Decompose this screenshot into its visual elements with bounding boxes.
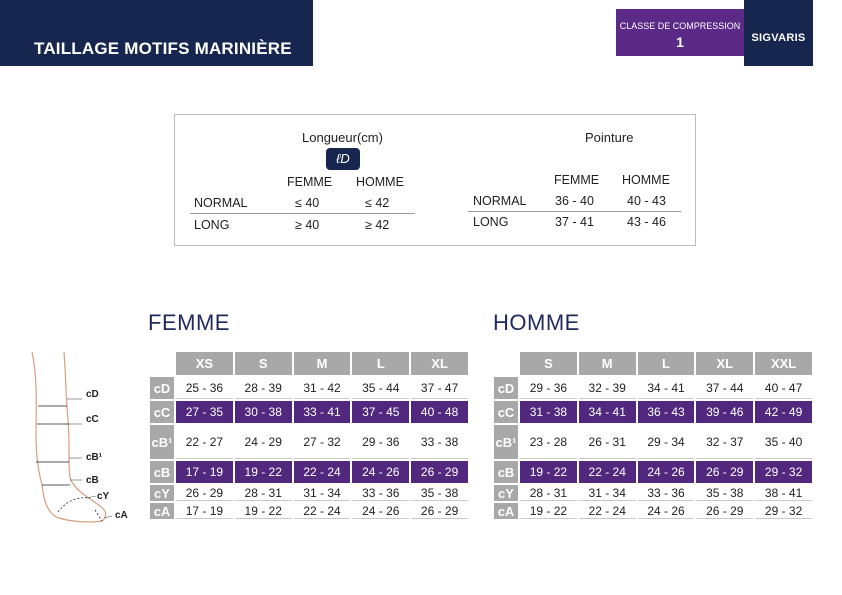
table-row bbox=[494, 377, 812, 399]
table-cell: 19 - 22 bbox=[235, 461, 292, 483]
table-cell: 39 - 46 bbox=[696, 401, 753, 423]
leg-label-cC: cC bbox=[86, 414, 99, 425]
divider bbox=[190, 213, 415, 214]
table-cell: 24 - 26 bbox=[352, 461, 409, 483]
table-row bbox=[150, 461, 468, 483]
table-cell: 42 - 49 bbox=[755, 401, 812, 423]
page-title: TAILLAGE MOTIFS MARINIÈRE bbox=[34, 39, 292, 58]
shoe-value: 36 - 40 bbox=[555, 194, 594, 208]
length-title: Longueur(cm) bbox=[302, 130, 383, 145]
size-header: XS bbox=[176, 352, 233, 375]
table-cell: 37 - 47 bbox=[411, 377, 468, 399]
table-cell: 37 - 44 bbox=[696, 377, 753, 399]
row-label: cA bbox=[150, 503, 174, 519]
compression-class-badge bbox=[616, 9, 744, 56]
table-cell: 25 - 36 bbox=[176, 377, 233, 399]
length-value: ≤ 40 bbox=[295, 196, 320, 210]
brand-logo bbox=[744, 0, 813, 66]
size-header: S bbox=[520, 352, 577, 375]
shoe-value: 43 - 46 bbox=[627, 215, 666, 229]
table-cell: 19 - 22 bbox=[520, 503, 577, 519]
table-cell: 33 - 38 bbox=[411, 425, 468, 459]
table-cell: 35 - 44 bbox=[352, 377, 409, 399]
table-row bbox=[494, 461, 812, 483]
length-badge: ℓD bbox=[326, 148, 360, 170]
table-row bbox=[494, 401, 812, 423]
length-row-label: LONG bbox=[194, 218, 230, 232]
table-cell: 26 - 29 bbox=[411, 461, 468, 483]
row-label: cY bbox=[150, 485, 174, 501]
table-row bbox=[494, 485, 812, 501]
table-cell: 38 - 41 bbox=[755, 485, 812, 501]
table-cell: 17 - 19 bbox=[176, 503, 233, 519]
table-cell: 29 - 36 bbox=[520, 377, 577, 399]
row-label: cA bbox=[494, 503, 518, 519]
table-row bbox=[150, 425, 468, 459]
row-label: cB bbox=[494, 461, 518, 483]
table-cell: 29 - 36 bbox=[352, 425, 409, 459]
table-cell: 28 - 31 bbox=[520, 485, 577, 501]
title-banner bbox=[0, 0, 313, 66]
table-cell: 40 - 47 bbox=[755, 377, 812, 399]
table-cell: 31 - 38 bbox=[520, 401, 577, 423]
row-label: cC bbox=[150, 401, 174, 423]
table-cell: 29 - 32 bbox=[755, 503, 812, 519]
row-label: cB¹ bbox=[150, 425, 174, 459]
length-col-homme: HOMME bbox=[356, 175, 404, 189]
table-cell: 33 - 36 bbox=[352, 485, 409, 501]
length-value: ≥ 40 bbox=[295, 218, 320, 232]
compression-label: CLASSE DE COMPRESSION bbox=[619, 21, 741, 31]
table-cell: 32 - 39 bbox=[579, 377, 636, 399]
size-header: L bbox=[638, 352, 695, 375]
size-header: S bbox=[235, 352, 292, 375]
compression-value: 1 bbox=[676, 34, 684, 50]
table-cell: 22 - 24 bbox=[579, 503, 636, 519]
table-cell: 40 - 48 bbox=[411, 401, 468, 423]
table-cell: 36 - 43 bbox=[638, 401, 695, 423]
table-cell: 35 - 38 bbox=[411, 485, 468, 501]
table-cell: 34 - 41 bbox=[579, 401, 636, 423]
table-cell: 34 - 41 bbox=[638, 377, 695, 399]
table-cell: 30 - 38 bbox=[235, 401, 292, 423]
table-cell: 23 - 28 bbox=[520, 425, 577, 459]
table-cell: 19 - 22 bbox=[520, 461, 577, 483]
leg-diagram bbox=[20, 350, 140, 530]
table-cell: 17 - 19 bbox=[176, 461, 233, 483]
table-cell: 22 - 24 bbox=[294, 503, 351, 519]
length-col-femme: FEMME bbox=[287, 175, 333, 189]
size-header: M bbox=[579, 352, 636, 375]
table-cell: 28 - 39 bbox=[235, 377, 292, 399]
table-cell: 22 - 24 bbox=[294, 461, 351, 483]
table-row bbox=[150, 485, 468, 501]
row-label: cY bbox=[494, 485, 518, 501]
table-cell: 19 - 22 bbox=[235, 503, 292, 519]
table-cell: 31 - 34 bbox=[294, 485, 351, 501]
shoe-col-femme: FEMME bbox=[554, 173, 600, 187]
table-cell: 28 - 31 bbox=[235, 485, 292, 501]
femme-size-table bbox=[148, 350, 470, 521]
row-label: cB bbox=[150, 461, 174, 483]
leg-label-cB: cB bbox=[86, 475, 99, 486]
row-label: cC bbox=[494, 401, 518, 423]
divider bbox=[468, 211, 681, 212]
table-cell: 26 - 29 bbox=[696, 461, 753, 483]
table-cell: 22 - 27 bbox=[176, 425, 233, 459]
shoe-value: 37 - 41 bbox=[555, 215, 594, 229]
homme-title: HOMME bbox=[493, 310, 580, 335]
table-cell: 24 - 29 bbox=[235, 425, 292, 459]
leg-label-cA: cA bbox=[115, 510, 128, 521]
table-cell: 29 - 32 bbox=[755, 461, 812, 483]
table-cell: 37 - 45 bbox=[352, 401, 409, 423]
shoe-value: 40 - 43 bbox=[627, 194, 666, 208]
length-value: ≥ 42 bbox=[365, 218, 390, 232]
leg-label-cD: cD bbox=[86, 389, 99, 400]
table-cell: 35 - 40 bbox=[755, 425, 812, 459]
table-cell: 35 - 38 bbox=[696, 485, 753, 501]
table-cell: 24 - 26 bbox=[352, 503, 409, 519]
leg-label-cB1: cB¹ bbox=[86, 452, 103, 463]
table-cell: 24 - 26 bbox=[638, 461, 695, 483]
shoe-row-label: LONG bbox=[473, 215, 509, 229]
leg-label-cY: cY bbox=[97, 491, 110, 502]
table-row bbox=[494, 503, 812, 519]
table-corner bbox=[494, 352, 518, 375]
size-header: XL bbox=[696, 352, 753, 375]
femme-title: FEMME bbox=[148, 310, 230, 335]
row-label: cB¹ bbox=[494, 425, 518, 459]
table-cell: 26 - 29 bbox=[411, 503, 468, 519]
table-cell: 26 - 31 bbox=[579, 425, 636, 459]
size-header: XL bbox=[411, 352, 468, 375]
table-cell: 27 - 32 bbox=[294, 425, 351, 459]
table-row bbox=[150, 401, 468, 423]
table-cell: 31 - 42 bbox=[294, 377, 351, 399]
table-cell: 27 - 35 bbox=[176, 401, 233, 423]
table-cell: 24 - 26 bbox=[638, 503, 695, 519]
table-cell: 32 - 37 bbox=[696, 425, 753, 459]
row-label: cD bbox=[494, 377, 518, 399]
shoe-row-label: NORMAL bbox=[473, 194, 527, 208]
table-cell: 29 - 34 bbox=[638, 425, 695, 459]
table-row bbox=[150, 377, 468, 399]
brand-name: SIGVARIS bbox=[751, 32, 806, 44]
table-cell: 26 - 29 bbox=[696, 503, 753, 519]
table-cell: 31 - 34 bbox=[579, 485, 636, 501]
table-row bbox=[494, 425, 812, 459]
length-row-label: NORMAL bbox=[194, 196, 248, 210]
table-cell: 26 - 29 bbox=[176, 485, 233, 501]
row-label: cD bbox=[150, 377, 174, 399]
table-cell: 33 - 41 bbox=[294, 401, 351, 423]
table-cell: 22 - 24 bbox=[579, 461, 636, 483]
shoe-col-homme: HOMME bbox=[622, 173, 670, 187]
table-cell: 33 - 36 bbox=[638, 485, 695, 501]
size-header: L bbox=[352, 352, 409, 375]
table-row bbox=[150, 503, 468, 519]
size-header: XXL bbox=[755, 352, 812, 375]
table-corner bbox=[150, 352, 174, 375]
homme-size-table bbox=[492, 350, 814, 521]
length-value: ≤ 42 bbox=[365, 196, 390, 210]
shoe-title: Pointure bbox=[585, 130, 634, 145]
size-header: M bbox=[294, 352, 351, 375]
